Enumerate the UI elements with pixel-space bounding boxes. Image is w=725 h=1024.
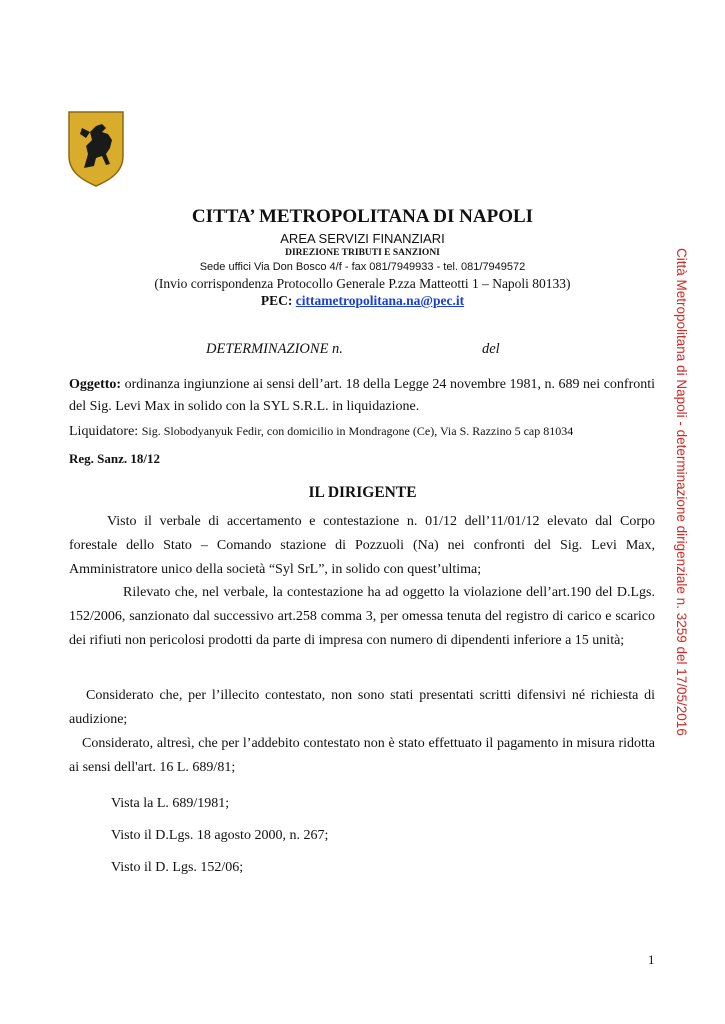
visto-item: Visto il D. Lgs. 152/06; [111, 860, 244, 875]
coat-of-arms-logo [66, 110, 126, 188]
office-address: Sede uffici Via Don Bosco 4/f - fax 081/7949933 - tel. 081/7949572 [199, 261, 526, 273]
oggetto-paragraph [69, 374, 655, 418]
pec-email-link[interactable]: cittametropolitana.na@pec.it [295, 293, 465, 308]
liquidatore-line [69, 424, 573, 440]
department-area: AREA SERVIZI FINANZIARI [280, 231, 445, 246]
visto-item: Visto il D.Lgs. 18 agosto 2000, n. 267; [111, 828, 329, 843]
visto-item: Vista la L. 689/1981; [111, 796, 230, 811]
liquidatore-label: Liquidatore: [69, 424, 139, 439]
page-number: 1 [648, 952, 655, 967]
reg-sanz: Reg. Sanz. 18/12 [69, 451, 160, 466]
mail-address: (Invio corrispondenza Protocollo Generale P.zza Matteotti 1 – Napoli 80133) [154, 276, 571, 291]
institution-title: CITTA’ METROPOLITANA DI NAPOLI [191, 206, 534, 227]
section-heading: IL DIRIGENTE [308, 484, 417, 501]
side-stamp: Città Metropolitana di Napoli - determinazione dirigenziale n. 3259 del 17/05/2016 [674, 248, 689, 736]
paragraph-considerato: Considerato che, per l’illecito contestato, non sono stati presentati scritti difensivi né richiesta di audizione; [69, 688, 655, 727]
pec-label: PEC: [260, 293, 293, 308]
paragraph-rilevato: Rilevato che, nel verbale, la contestazione ha ad oggetto la violazione dell’art.190 del D.Lgs. 152/2006, sanzionato dal successivo art.258 comma 3, per omessa tenuta del registro di carico e scarico dei rifiuti non pericolosi prodotti da parte di impresa con numero di dipendenti inferiore a 15 unità; [69, 585, 655, 648]
paragraph-verbale: Visto il verbale di accertamento e contestazione n. 01/12 dell’11/01/12 elevato dal Corpo forestale dello Stato – Comando stazione di Pozzuoli (Na) nei confronti del Sig. Levi Max, Amministratore unico della società “Syl SrL”, in solido con quest’ultima; [69, 514, 655, 577]
oggetto-text: ordinanza ingiunzione ai sensi dell’art. 18 della Legge 24 novembre 1981, n. 689 nei confronti del Sig. Levi Max in solido con la SYL S.R.L. in liquidazione. [69, 377, 656, 414]
determinazione-del: del [482, 341, 500, 357]
pec-line [0, 293, 725, 309]
oggetto-label: Oggetto: [69, 377, 122, 392]
department-direction: DIREZIONE TRIBUTI E SANZIONI [285, 248, 440, 258]
determinazione-label: DETERMINAZIONE n. [206, 341, 343, 357]
paragraph-considerato-altresi: Considerato, altresì, che per l’addebito contestato non è stato effettuato il pagamento in misura ridotta ai sensi dell'art. 16 L. 689/81; [69, 736, 655, 775]
liquidatore-text: Sig. Slobodyanyuk Fedir, con domicilio in Mondragone (Ce), Via S. Razzino 5 cap 81034 [141, 424, 574, 438]
